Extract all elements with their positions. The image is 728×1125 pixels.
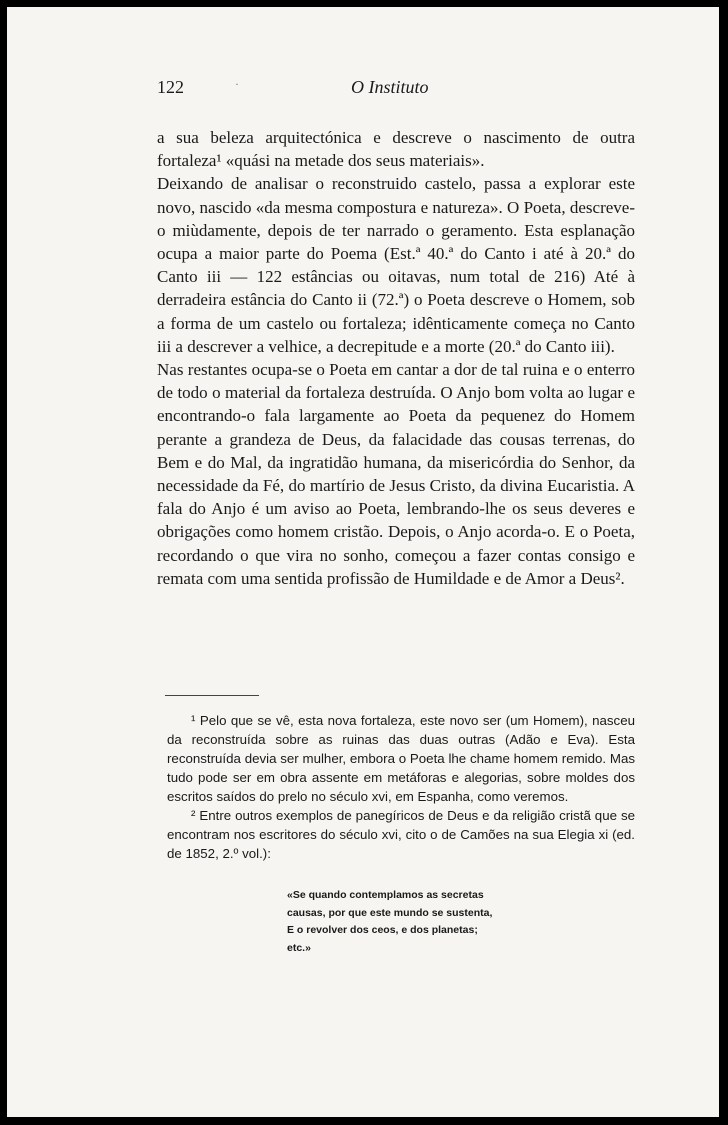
paragraph-2: Deixando de analisar o reconstruido castelo, passa a explorar este novo, nascido «da mesma compostura e natureza». O Poeta, descreve-o miùdamente, depois de ter narrado o geramento. Esta esplanação ocupa a maior parte do Poema (Est.ª 40.ª do Canto i até à 20.ª do Canto iii — 122 estâncias ou oitavas, num total de 216) Até à derradeira estância do Canto ii (72.ª) o Poeta descreve o Homem, sob a forma de um castelo ou fortaleza; idênticamente começa no Canto iii a descrever a velhice, a decrepitude e a morte (20.ª do Canto iii). xyxy=(157,174,635,356)
running-header xyxy=(157,77,635,103)
quote-line: causas, por que este mundo se sustenta, xyxy=(287,906,493,919)
paragraph-3: Nas restantes ocupa-se o Poeta em cantar a dor de tal ruina e o enterro de todo o material da fortaleza destruída. O Anjo bom volta ao lugar e encontrando-o fala largamente ao Poeta da pequenez do Homem perante a grandeza de Deus, da falacidade das cousas terrenas, do Bem e do Mal, da ingratidão humana, da misericórdia do Senhor, da necessidade da Fé, do martírio de Jesus Cristo, da divina Eucaristia. A fala do Anjo é um aviso ao Poeta, lembrando-lhe os seus deveres e obrigações como homem cristão. Depois, o Anjo acorda-o. E o Poeta, recordando o que vira no sonho, começou a fazer contas consigo e remata com uma sentida profissão de Humildade e de Amor a Deus². xyxy=(157,360,635,588)
quote-line: E o revolver dos ceos, e dos planetas; xyxy=(287,924,478,936)
footnote-rule xyxy=(165,695,259,696)
verse-quote xyxy=(287,887,627,957)
quote-line: «Se quando contemplamos as secretas xyxy=(287,889,484,901)
book-page xyxy=(7,7,719,1117)
paragraph-1: a sua beleza arquitectónica e descreve o nascimento de outra fortaleza¹ «quási na metade dos seus materiais». xyxy=(157,128,635,171)
main-text xyxy=(157,126,635,590)
header-dot: · xyxy=(235,77,239,91)
quote-line: etc.» xyxy=(287,941,311,954)
footnotes xyxy=(167,711,635,863)
running-title: O Instituto xyxy=(351,77,429,97)
footnote-1: ¹ Pelo que se vê, esta nova fortaleza, este novo ser (um Homem), nasceu da reconstruída sobre as ruinas das duas outras (Adão e Eva). Esta reconstruída devia ser mulher, embora o Poeta lhe chame homem remido. Mas tudo pode ser em obra assente em metáforas e alegorias, sobre moldes dos escritos saídos do prelo no século xvi, em Espanha, como veremos. xyxy=(167,713,635,804)
footnote-2: ² Entre outros exemplos de panegíricos de Deus e da religião cristã que se encontram nos escritores do século xvi, cito o de Camões na sua Elegia xi (ed. de 1852, 2.º vol.): xyxy=(167,808,635,861)
page-number: 122 xyxy=(157,77,184,97)
